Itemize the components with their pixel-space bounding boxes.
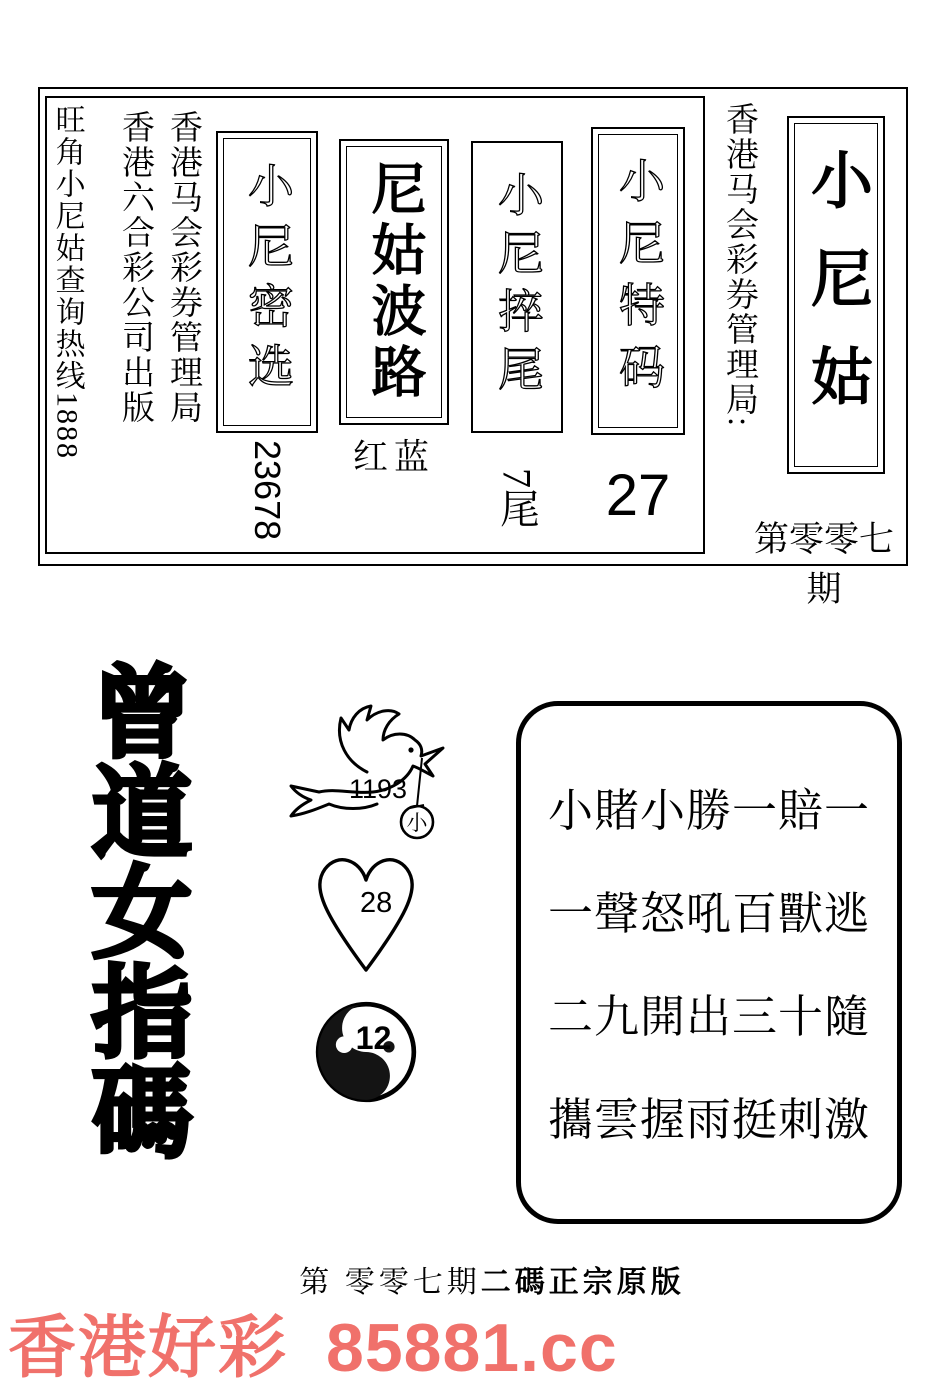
dove-number: 1193 — [349, 774, 408, 804]
dove-bag-label: 小 — [406, 812, 428, 835]
poem-line-2: 一聲怒吼百獸逃 — [547, 888, 870, 939]
pick-box-3 — [471, 141, 563, 433]
big-title: 曾道女指碼 — [77, 660, 189, 1160]
dove-eye — [408, 747, 413, 752]
pick-box-2-title: 尼姑波路 — [363, 160, 425, 404]
taiji-icon — [314, 1000, 418, 1104]
brand-title: 小尼姑 — [801, 148, 870, 442]
poem-line-3: 二九開出三十隨 — [547, 991, 870, 1042]
footer-site: 85881.cc — [326, 1310, 618, 1386]
pick-box-1-number: 23678 — [247, 439, 288, 541]
pick-box-1-title: 小尼密选 — [242, 162, 293, 402]
pick-box-2-number: 红蓝 — [352, 438, 435, 477]
heart-icon — [308, 846, 424, 976]
pick-box-1 — [216, 131, 318, 433]
taiji-white-dot — [336, 1036, 353, 1053]
hotline-column: 旺角小尼姑查询热线1888 — [50, 104, 84, 460]
footer-brand: 香港好彩 — [8, 1310, 289, 1386]
pick-box-3-number: 7尾 — [494, 468, 540, 528]
dove-icon — [283, 698, 463, 853]
pick-box-3-title: 小尼捽尾 — [492, 171, 543, 403]
taiji-number: 12 — [355, 1019, 392, 1056]
issue-caption-suffix: 二碼正宗原版 — [480, 1266, 685, 1299]
heart-number: 28 — [360, 887, 393, 919]
poem-box — [516, 701, 902, 1224]
bureau-column-right: 香港马会彩券管理局: — [720, 102, 757, 429]
publisher-column: 香港六合彩公司出版 — [116, 110, 153, 425]
bureau-column-left: 香港马会彩券管理局 — [164, 110, 201, 425]
pick-box-4-title: 小尼特码 — [613, 157, 664, 405]
pick-box-2 — [339, 139, 449, 425]
pick-box-4-number: 27 — [605, 463, 671, 528]
issue-caption-prefix: 第 零零七期 — [299, 1266, 481, 1299]
footer-banner — [8, 1294, 618, 1388]
brand-box — [787, 116, 885, 474]
poem-line-1: 小賭小勝一賠一 — [547, 785, 870, 836]
poem-line-4: 攜雲握雨挺刺激 — [547, 1094, 870, 1145]
issue-number: 第零零七期 — [753, 520, 894, 609]
pick-box-4 — [591, 127, 685, 435]
